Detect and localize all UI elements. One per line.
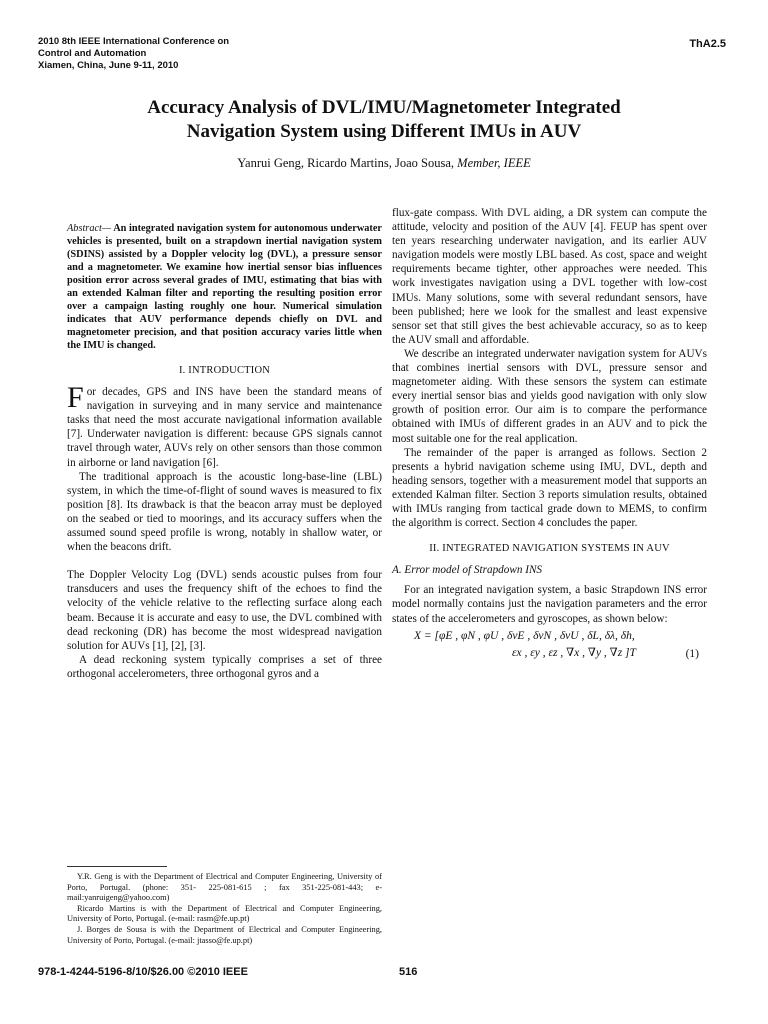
conference-line: Xiamen, China, June 9-11, 2010 — [38, 60, 179, 71]
paragraph: The traditional approach is the acoustic long-base-line (LBL) system, in which the time-of-flight of sound waves is measured to fix position [8]. Its drawback is that the beacon array must be deployed on the seabed or tied to moorings, and its accuracy suffers when the assumed sound speed profile is wrong, notably in shallow water, or when the beacons drift. — [67, 470, 382, 554]
paragraph: For an integrated navigation system, a basic Strapdown INS error model normally contains just the navigation parameters and the error states of the accelerometers and gyroscopes, as shown below: — [392, 584, 707, 625]
author-membership: Member, IEEE — [457, 156, 531, 170]
equation-line: εx , εy , εz , ∇x , ∇y , ∇z ]T — [512, 646, 636, 659]
conference-header — [38, 36, 229, 72]
title-line: Accuracy Analysis of DVL/IMU/Magnetometer Integrated — [147, 97, 621, 118]
page-number: 516 — [399, 966, 418, 978]
paragraph-text: or decades, GPS and INS have been the standard means of navigation in surveying and in many service and maintenance tasks that need the most accurate navigational information available [7]. Underwater navigation is different: because GPS signals cannot travel through water, AUVs rely on other sensors than those common in airborne or land navigation [6]. — [67, 386, 382, 469]
conference-line: 2010 8th IEEE International Conference on — [38, 36, 230, 47]
drop-cap: F — [67, 381, 84, 415]
footnote-rule — [67, 866, 167, 867]
equation-line: X = [φE , φN , φU , δvE , δvN , δvU , δL, δλ, δh, — [414, 629, 635, 642]
footnotes — [67, 872, 382, 946]
right-column — [392, 206, 707, 662]
paragraph: A dead reckoning system typically comprises a set of three orthogonal accelerometers, three orthogonal gyros and a — [67, 653, 382, 680]
abstract-text: An integrated navigation system for autonomous underwater vehicles is presented, built on a strapdown inertial navigation system (SDINS) assisted by a Doppler velocity log (DVL), a pressure sensor and a magnetometer. We examine how inertial sensor bias influences position error across several grades of IMU, estimating that bias with an extended Kalman filter and reporting the resulting position error over a campaign lasting roughly one hour. Numerical simulation indicates that AUV performance depends chiefly on DVL and magnetometer precision, and that position accuracy varies little when the IMU is changed. — [67, 223, 382, 351]
paragraph: The Doppler Velocity Log (DVL) sends acoustic pulses from four transducers and uses the frequency shift of the echoes to find the velocity of the vehicle relative to the reflecting surface along each beam. Because it is accurate and easy to use, the DVL combined with dead reckoning (DR) has become the most widespread navigation solution for AUVs [1], [2], [3]. — [67, 569, 382, 652]
left-column — [67, 222, 382, 681]
paper-title — [0, 96, 768, 144]
session-code: ThA2.5 — [689, 38, 726, 50]
footnote: J. Borges de Sousa is with the Department of Electrical and Computer Engineering, University of Porto, Portugal. (e-mail: jtasso@fe.up.pt) — [67, 924, 382, 945]
paragraph: The remainder of the paper is arranged as follows. Section 2 presents a hybrid navigation scheme using IMU, DVL, depth and heading sensors, together with a measurement model that supports an extended Kalman filter. Section 3 reports simulation results, obtained with IMUs ranging from tactical grade down to MEMS, to confirm the algorithm is correct. Section 4 concludes the paper. — [392, 446, 707, 530]
footnote: Y.R. Geng is with the Department of Electrical and Computer Engineering, University of Porto, Portugal. (phone: 351- 225-081-615 ; fax 351-225-081-443; e-mail:yanruigeng@yahoo.com) — [67, 872, 382, 903]
intro-paragraph — [67, 381, 382, 470]
title-line: Navigation System using Different IMUs in AUV — [186, 121, 582, 142]
author-line — [0, 156, 768, 171]
author-names: Yanrui Geng, Ricardo Martins, Joao Sousa, — [237, 156, 455, 170]
equation — [392, 628, 707, 662]
paragraph-gap — [67, 554, 382, 568]
abstract — [67, 222, 382, 352]
isbn-line: 978-1-4244-5196-8/10/$26.00 ©2010 IEEE — [38, 966, 248, 978]
equation-number: (1) — [685, 647, 699, 660]
paragraph: flux-gate compass. With DVL aiding, a DR system can compute the attitude, velocity and position of the AUV [4]. FEUP has spent over ten years researching underwater navigation, and its earlier AUV navigation models were mostly LBL based. As cost, space and weight requirements became tighter, other approaches were needed. This work investigates navigation using a DVL together with low-cost IMUs. Many solutions, some with several redundant sensors, have been published; here we look for the smallest and least expensive sensor set that still gives the best achievable accuracy, so as to keep the AUV small and affordable. — [392, 207, 707, 346]
subsection-heading: A. Error model of Strapdown INS — [392, 564, 542, 577]
footnote: Ricardo Martins is with the Department of Electrical and Computer Engineering, University of Porto, Portugal. (e-mail: rasm@fe.up.pt) — [67, 903, 382, 924]
conference-line: Control and Automation — [38, 48, 147, 59]
section-heading: II. INTEGRATED NAVIGATION SYSTEMS IN AUV — [429, 543, 670, 555]
abstract-label: Abstract— — [67, 223, 112, 234]
section-heading: I. INTRODUCTION — [178, 365, 271, 376]
paragraph: We describe an integrated underwater navigation system for AUVs that combines inertial sensors with DVL, pressure sensor and magnetometer aiding. With these sensors the system can estimate every inertial sensor bias and yields good navigation with only slow growth of position error. Our aim is to compare the performance obtained with IMUs of different grades in an AUV and to pick the most suitable one for the real application. — [392, 347, 707, 445]
